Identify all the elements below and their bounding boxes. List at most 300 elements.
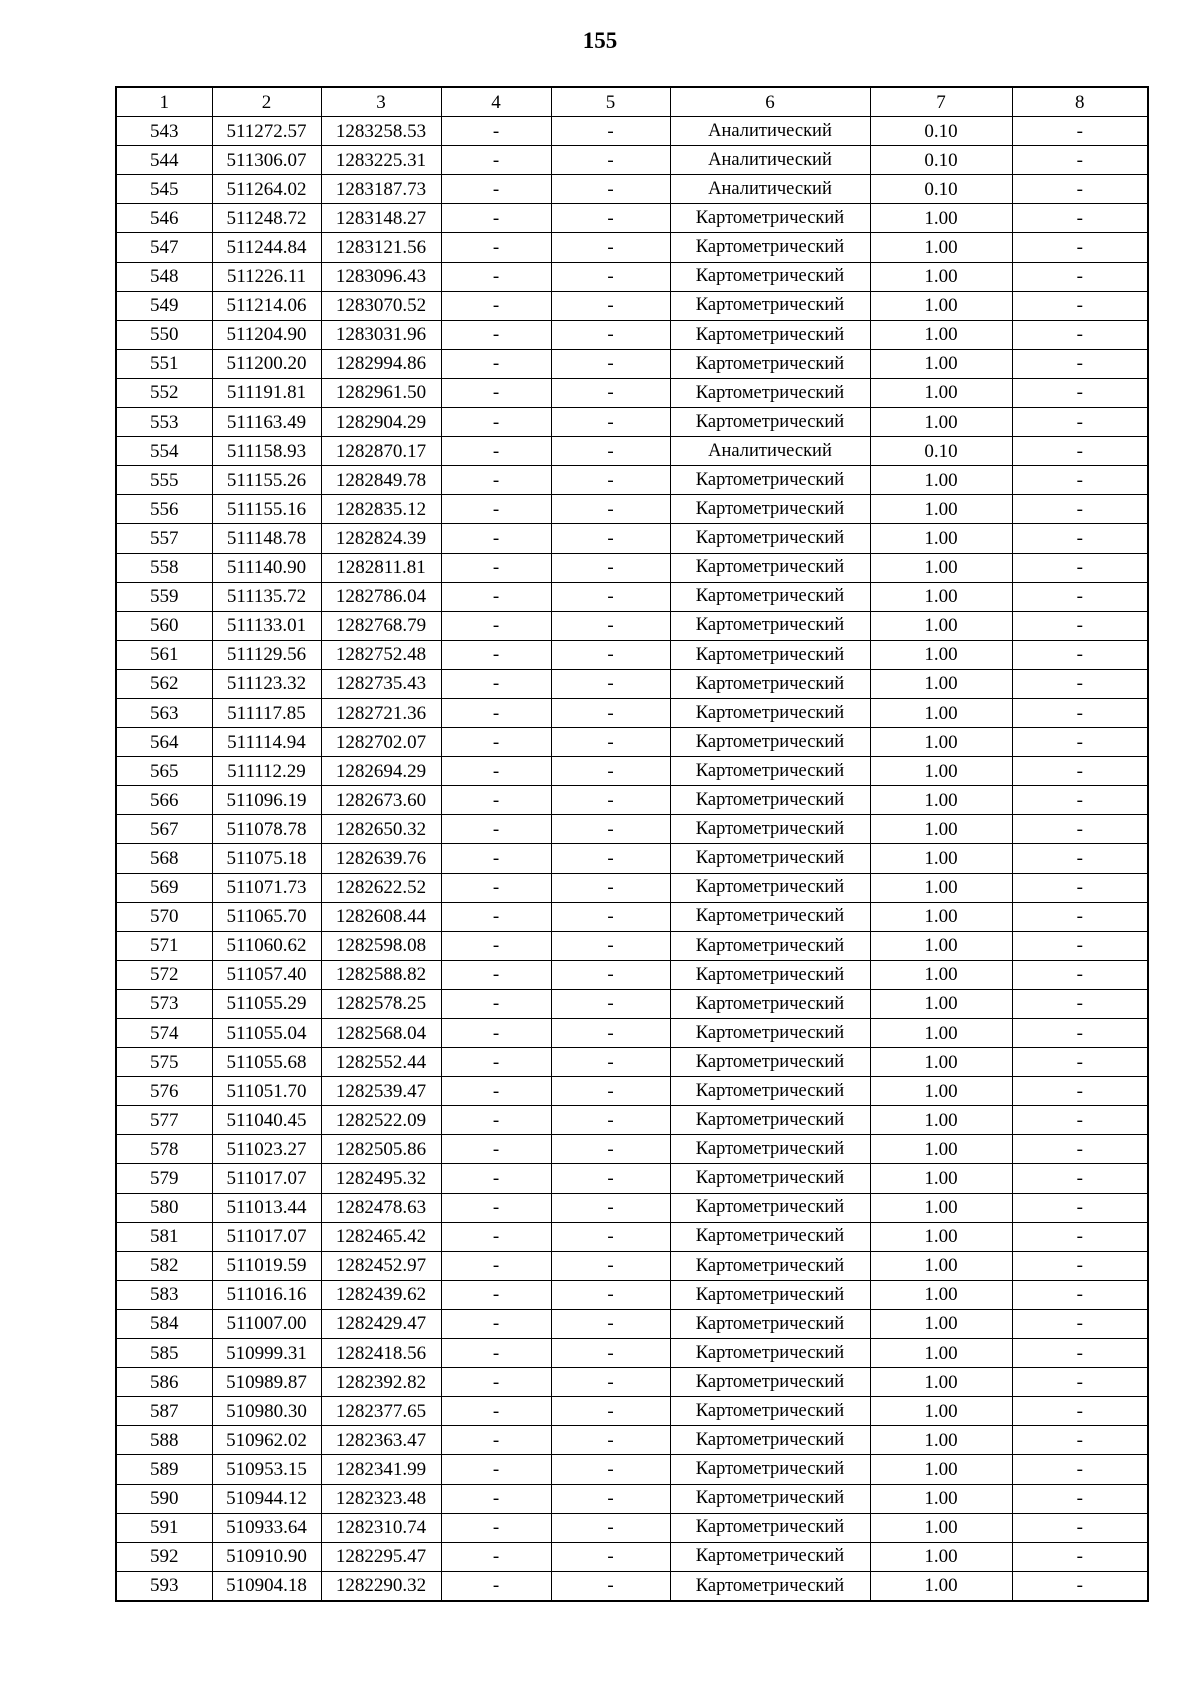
y-coordinate: 1282341.99	[321, 1455, 441, 1484]
col-8-value: -	[1012, 669, 1148, 698]
point-number: 551	[116, 349, 212, 378]
table-row	[116, 1426, 1148, 1455]
method: Картометрический	[670, 1426, 870, 1455]
x-coordinate: 511133.01	[212, 611, 321, 640]
accuracy: 1.00	[870, 844, 1012, 873]
table-row	[116, 1513, 1148, 1542]
point-number: 576	[116, 1077, 212, 1106]
col-5-value: -	[551, 1513, 670, 1542]
col-4-value: -	[441, 349, 551, 378]
method: Картометрический	[670, 640, 870, 669]
accuracy: 1.00	[870, 1251, 1012, 1280]
x-coordinate: 511204.90	[212, 320, 321, 349]
y-coordinate: 1282568.04	[321, 1019, 441, 1048]
col-8-value: -	[1012, 844, 1148, 873]
x-coordinate: 511017.07	[212, 1222, 321, 1251]
col-5-value: -	[551, 698, 670, 727]
x-coordinate: 511264.02	[212, 175, 321, 204]
method: Картометрический	[670, 1222, 870, 1251]
col-8-value: -	[1012, 553, 1148, 582]
col-8-value: -	[1012, 989, 1148, 1018]
x-coordinate: 511114.94	[212, 728, 321, 757]
column-header: 2	[212, 87, 321, 117]
point-number: 567	[116, 815, 212, 844]
col-5-value: -	[551, 204, 670, 233]
point-number: 571	[116, 931, 212, 960]
y-coordinate: 1283187.73	[321, 175, 441, 204]
point-number: 574	[116, 1019, 212, 1048]
table-row	[116, 1455, 1148, 1484]
y-coordinate: 1282578.25	[321, 989, 441, 1018]
method: Картометрический	[670, 669, 870, 698]
table-body	[116, 117, 1148, 1601]
point-number: 590	[116, 1484, 212, 1513]
method: Аналитический	[670, 437, 870, 466]
y-coordinate: 1282961.50	[321, 378, 441, 407]
col-4-value: -	[441, 1106, 551, 1135]
col-4-value: -	[441, 611, 551, 640]
point-number: 556	[116, 495, 212, 524]
col-8-value: -	[1012, 815, 1148, 844]
point-number: 587	[116, 1397, 212, 1426]
accuracy: 0.10	[870, 175, 1012, 204]
x-coordinate: 511096.19	[212, 786, 321, 815]
x-coordinate: 511055.04	[212, 1019, 321, 1048]
table-row	[116, 1368, 1148, 1397]
col-8-value: -	[1012, 1106, 1148, 1135]
x-coordinate: 511060.62	[212, 931, 321, 960]
x-coordinate: 510962.02	[212, 1426, 321, 1455]
point-number: 563	[116, 698, 212, 727]
point-number: 584	[116, 1309, 212, 1338]
accuracy: 1.00	[870, 1339, 1012, 1368]
point-number: 575	[116, 1048, 212, 1077]
y-coordinate: 1283096.43	[321, 262, 441, 291]
col-4-value: -	[441, 989, 551, 1018]
col-8-value: -	[1012, 1571, 1148, 1601]
accuracy: 1.00	[870, 1426, 1012, 1455]
table-row	[116, 844, 1148, 873]
method: Картометрический	[670, 815, 870, 844]
col-8-value: -	[1012, 1455, 1148, 1484]
col-5-value: -	[551, 349, 670, 378]
y-coordinate: 1282539.47	[321, 1077, 441, 1106]
method: Картометрический	[670, 495, 870, 524]
point-number: 554	[116, 437, 212, 466]
col-8-value: -	[1012, 1164, 1148, 1193]
x-coordinate: 511117.85	[212, 698, 321, 727]
table-row	[116, 175, 1148, 204]
method: Картометрический	[670, 1542, 870, 1571]
point-number: 585	[116, 1339, 212, 1368]
accuracy: 1.00	[870, 1368, 1012, 1397]
point-number: 543	[116, 117, 212, 146]
method: Картометрический	[670, 698, 870, 727]
y-coordinate: 1282363.47	[321, 1426, 441, 1455]
x-coordinate: 510953.15	[212, 1455, 321, 1484]
col-8-value: -	[1012, 291, 1148, 320]
method: Картометрический	[670, 1513, 870, 1542]
col-5-value: -	[551, 466, 670, 495]
col-4-value: -	[441, 1397, 551, 1426]
method: Картометрический	[670, 1077, 870, 1106]
col-8-value: -	[1012, 902, 1148, 931]
table-row	[116, 1222, 1148, 1251]
table-row	[116, 291, 1148, 320]
table-row	[116, 320, 1148, 349]
col-4-value: -	[441, 175, 551, 204]
x-coordinate: 511248.72	[212, 204, 321, 233]
method: Картометрический	[670, 902, 870, 931]
col-5-value: -	[551, 728, 670, 757]
table-row	[116, 349, 1148, 378]
col-8-value: -	[1012, 146, 1148, 175]
method: Картометрический	[670, 728, 870, 757]
y-coordinate: 1282418.56	[321, 1339, 441, 1368]
table-row	[116, 728, 1148, 757]
col-5-value: -	[551, 582, 670, 611]
col-4-value: -	[441, 408, 551, 437]
point-number: 589	[116, 1455, 212, 1484]
table-row	[116, 669, 1148, 698]
method: Картометрический	[670, 1571, 870, 1601]
x-coordinate: 510933.64	[212, 1513, 321, 1542]
x-coordinate: 510980.30	[212, 1397, 321, 1426]
col-5-value: -	[551, 117, 670, 146]
table-row	[116, 1280, 1148, 1309]
column-header: 5	[551, 87, 670, 117]
col-8-value: -	[1012, 1048, 1148, 1077]
table-row	[116, 466, 1148, 495]
accuracy: 1.00	[870, 1193, 1012, 1222]
y-coordinate: 1282639.76	[321, 844, 441, 873]
col-5-value: -	[551, 873, 670, 902]
header-row	[116, 87, 1148, 117]
col-4-value: -	[441, 1484, 551, 1513]
col-8-value: -	[1012, 408, 1148, 437]
x-coordinate: 511019.59	[212, 1251, 321, 1280]
method: Картометрический	[670, 1193, 870, 1222]
point-number: 558	[116, 553, 212, 582]
method: Картометрический	[670, 349, 870, 378]
accuracy: 1.00	[870, 1164, 1012, 1193]
point-number: 580	[116, 1193, 212, 1222]
col-8-value: -	[1012, 204, 1148, 233]
y-coordinate: 1282735.43	[321, 669, 441, 698]
col-5-value: -	[551, 669, 670, 698]
col-5-value: -	[551, 175, 670, 204]
table-row	[116, 582, 1148, 611]
table-row	[116, 1339, 1148, 1368]
method: Картометрический	[670, 1484, 870, 1513]
method: Картометрический	[670, 1048, 870, 1077]
x-coordinate: 511155.16	[212, 495, 321, 524]
table-row	[116, 408, 1148, 437]
y-coordinate: 1283031.96	[321, 320, 441, 349]
col-4-value: -	[441, 1193, 551, 1222]
y-coordinate: 1282786.04	[321, 582, 441, 611]
col-5-value: -	[551, 815, 670, 844]
table-row	[116, 1164, 1148, 1193]
method: Картометрический	[670, 378, 870, 407]
col-5-value: -	[551, 320, 670, 349]
col-4-value: -	[441, 1280, 551, 1309]
y-coordinate: 1282673.60	[321, 786, 441, 815]
y-coordinate: 1282522.09	[321, 1106, 441, 1135]
accuracy: 1.00	[870, 1484, 1012, 1513]
accuracy: 1.00	[870, 611, 1012, 640]
col-4-value: -	[441, 495, 551, 524]
y-coordinate: 1282323.48	[321, 1484, 441, 1513]
accuracy: 1.00	[870, 320, 1012, 349]
y-coordinate: 1283258.53	[321, 117, 441, 146]
point-number: 591	[116, 1513, 212, 1542]
col-5-value: -	[551, 1484, 670, 1513]
col-4-value: -	[441, 1048, 551, 1077]
col-4-value: -	[441, 582, 551, 611]
table-row	[116, 757, 1148, 786]
x-coordinate: 511112.29	[212, 757, 321, 786]
col-8-value: -	[1012, 1513, 1148, 1542]
method: Картометрический	[670, 233, 870, 262]
accuracy: 1.00	[870, 582, 1012, 611]
point-number: 572	[116, 960, 212, 989]
point-number: 579	[116, 1164, 212, 1193]
accuracy: 1.00	[870, 873, 1012, 902]
col-4-value: -	[441, 1164, 551, 1193]
col-5-value: -	[551, 553, 670, 582]
method: Картометрический	[670, 262, 870, 291]
method: Картометрический	[670, 1397, 870, 1426]
y-coordinate: 1282694.29	[321, 757, 441, 786]
col-5-value: -	[551, 1077, 670, 1106]
col-4-value: -	[441, 640, 551, 669]
x-coordinate: 511158.93	[212, 437, 321, 466]
col-8-value: -	[1012, 1397, 1148, 1426]
method: Картометрический	[670, 611, 870, 640]
point-number: 546	[116, 204, 212, 233]
accuracy: 1.00	[870, 495, 1012, 524]
y-coordinate: 1282835.12	[321, 495, 441, 524]
point-number: 547	[116, 233, 212, 262]
col-5-value: -	[551, 1048, 670, 1077]
col-4-value: -	[441, 1513, 551, 1542]
table-row	[116, 640, 1148, 669]
column-header: 4	[441, 87, 551, 117]
point-number: 545	[116, 175, 212, 204]
col-4-value: -	[441, 844, 551, 873]
col-4-value: -	[441, 524, 551, 553]
accuracy: 1.00	[870, 1280, 1012, 1309]
col-5-value: -	[551, 495, 670, 524]
col-4-value: -	[441, 1251, 551, 1280]
y-coordinate: 1282904.29	[321, 408, 441, 437]
x-coordinate: 510989.87	[212, 1368, 321, 1397]
column-header: 8	[1012, 87, 1148, 117]
table-row	[116, 1309, 1148, 1338]
col-4-value: -	[441, 1135, 551, 1164]
col-4-value: -	[441, 291, 551, 320]
y-coordinate: 1282811.81	[321, 553, 441, 582]
y-coordinate: 1282295.47	[321, 1542, 441, 1571]
table-row	[116, 902, 1148, 931]
col-5-value: -	[551, 902, 670, 931]
col-5-value: -	[551, 1571, 670, 1601]
point-number: 549	[116, 291, 212, 320]
method: Картометрический	[670, 466, 870, 495]
table-row	[116, 524, 1148, 553]
col-5-value: -	[551, 524, 670, 553]
col-5-value: -	[551, 1280, 670, 1309]
point-number: 588	[116, 1426, 212, 1455]
point-number: 555	[116, 466, 212, 495]
x-coordinate: 510944.12	[212, 1484, 321, 1513]
col-5-value: -	[551, 1397, 670, 1426]
method: Картометрический	[670, 204, 870, 233]
y-coordinate: 1282598.08	[321, 931, 441, 960]
col-8-value: -	[1012, 262, 1148, 291]
method: Картометрический	[670, 786, 870, 815]
col-5-value: -	[551, 1368, 670, 1397]
x-coordinate: 511200.20	[212, 349, 321, 378]
col-8-value: -	[1012, 931, 1148, 960]
y-coordinate: 1282478.63	[321, 1193, 441, 1222]
col-8-value: -	[1012, 728, 1148, 757]
accuracy: 1.00	[870, 669, 1012, 698]
table-row	[116, 117, 1148, 146]
method: Картометрический	[670, 1280, 870, 1309]
accuracy: 1.00	[870, 1048, 1012, 1077]
accuracy: 1.00	[870, 1397, 1012, 1426]
table-row	[116, 1019, 1148, 1048]
x-coordinate: 511129.56	[212, 640, 321, 669]
accuracy: 1.00	[870, 815, 1012, 844]
x-coordinate: 511163.49	[212, 408, 321, 437]
accuracy: 1.00	[870, 553, 1012, 582]
column-header: 3	[321, 87, 441, 117]
accuracy: 1.00	[870, 1019, 1012, 1048]
col-4-value: -	[441, 757, 551, 786]
accuracy: 1.00	[870, 640, 1012, 669]
point-number: 582	[116, 1251, 212, 1280]
point-number: 578	[116, 1135, 212, 1164]
y-coordinate: 1282465.42	[321, 1222, 441, 1251]
col-5-value: -	[551, 1193, 670, 1222]
x-coordinate: 511155.26	[212, 466, 321, 495]
col-4-value: -	[441, 1571, 551, 1601]
y-coordinate: 1282392.82	[321, 1368, 441, 1397]
table-row	[116, 611, 1148, 640]
col-5-value: -	[551, 146, 670, 175]
column-header: 6	[670, 87, 870, 117]
method: Картометрический	[670, 1106, 870, 1135]
table-row	[116, 1106, 1148, 1135]
col-8-value: -	[1012, 233, 1148, 262]
point-number: 553	[116, 408, 212, 437]
accuracy: 1.00	[870, 262, 1012, 291]
col-8-value: -	[1012, 1135, 1148, 1164]
method: Картометрический	[670, 1455, 870, 1484]
accuracy: 1.00	[870, 1135, 1012, 1164]
y-coordinate: 1282849.78	[321, 466, 441, 495]
x-coordinate: 511055.68	[212, 1048, 321, 1077]
method: Картометрический	[670, 989, 870, 1018]
col-5-value: -	[551, 611, 670, 640]
col-4-value: -	[441, 728, 551, 757]
accuracy: 1.00	[870, 1309, 1012, 1338]
col-8-value: -	[1012, 1077, 1148, 1106]
x-coordinate: 511148.78	[212, 524, 321, 553]
y-coordinate: 1283225.31	[321, 146, 441, 175]
coordinates-table	[115, 86, 1149, 1602]
y-coordinate: 1282439.62	[321, 1280, 441, 1309]
x-coordinate: 511075.18	[212, 844, 321, 873]
point-number: 550	[116, 320, 212, 349]
table-row	[116, 204, 1148, 233]
point-number: 552	[116, 378, 212, 407]
table-row	[116, 437, 1148, 466]
col-4-value: -	[441, 204, 551, 233]
accuracy: 1.00	[870, 786, 1012, 815]
y-coordinate: 1282495.32	[321, 1164, 441, 1193]
x-coordinate: 511191.81	[212, 378, 321, 407]
table-row	[116, 698, 1148, 727]
col-5-value: -	[551, 1135, 670, 1164]
y-coordinate: 1282588.82	[321, 960, 441, 989]
point-number: 562	[116, 669, 212, 698]
col-8-value: -	[1012, 873, 1148, 902]
col-8-value: -	[1012, 1426, 1148, 1455]
table-row	[116, 262, 1148, 291]
x-coordinate: 511244.84	[212, 233, 321, 262]
point-number: 586	[116, 1368, 212, 1397]
accuracy: 1.00	[870, 1222, 1012, 1251]
method: Картометрический	[670, 931, 870, 960]
col-8-value: -	[1012, 1339, 1148, 1368]
point-number: 577	[116, 1106, 212, 1135]
point-number: 566	[116, 786, 212, 815]
table-row	[116, 873, 1148, 902]
col-8-value: -	[1012, 640, 1148, 669]
col-4-value: -	[441, 698, 551, 727]
accuracy: 0.10	[870, 437, 1012, 466]
table-row	[116, 1484, 1148, 1513]
col-4-value: -	[441, 1368, 551, 1397]
method: Картометрический	[670, 1251, 870, 1280]
col-4-value: -	[441, 233, 551, 262]
point-number: 568	[116, 844, 212, 873]
table-row	[116, 495, 1148, 524]
table-row	[116, 1542, 1148, 1571]
y-coordinate: 1282752.48	[321, 640, 441, 669]
y-coordinate: 1282377.65	[321, 1397, 441, 1426]
col-4-value: -	[441, 1309, 551, 1338]
y-coordinate: 1282870.17	[321, 437, 441, 466]
x-coordinate: 510904.18	[212, 1571, 321, 1601]
col-4-value: -	[441, 960, 551, 989]
table-row	[116, 1251, 1148, 1280]
col-5-value: -	[551, 757, 670, 786]
col-8-value: -	[1012, 524, 1148, 553]
x-coordinate: 511016.16	[212, 1280, 321, 1309]
col-5-value: -	[551, 960, 670, 989]
col-5-value: -	[551, 844, 670, 873]
x-coordinate: 511040.45	[212, 1106, 321, 1135]
x-coordinate: 511057.40	[212, 960, 321, 989]
accuracy: 1.00	[870, 960, 1012, 989]
accuracy: 1.00	[870, 931, 1012, 960]
x-coordinate: 511140.90	[212, 553, 321, 582]
